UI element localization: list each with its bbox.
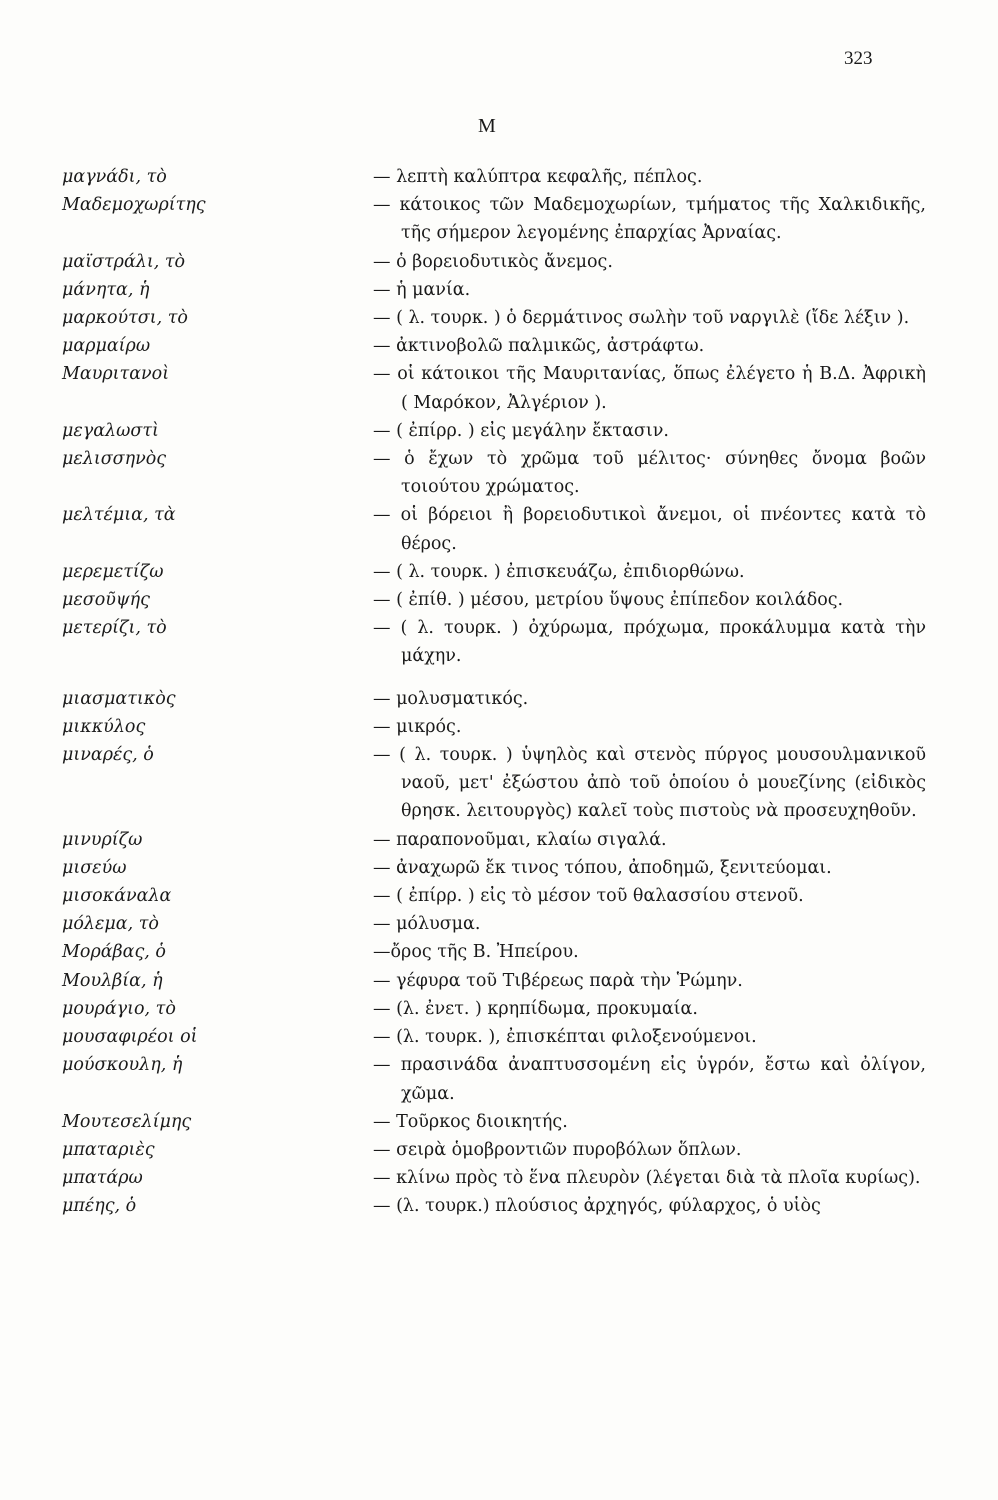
entry-term: Μαδεμοχωρίτης	[62, 195, 206, 216]
entry-definition: — ( ἐπίθ. ) μέσου, μετρίου ὕψους ἐπίπεδον κοιλάδος.	[373, 590, 844, 611]
entry-definition: — ( λ. τουρκ. ) ὑψηλὸς καὶ στενὸς πύργος μουσουλμανικοῦ ναοῦ, μετ' ἐξώστου ἀπὸ τοῦ ὁποίου ὁ μουεζίνης (εἰδικὸς θρησκ. λειτουργὸς) καλεῖ τοὺς πιστοὺς νὰ προσευχηθοῦν.	[373, 745, 926, 822]
entry-term: μεγαλωστὶ	[62, 420, 159, 441]
glossary-entry	[0, 586, 998, 614]
page-number: 323	[844, 48, 873, 69]
glossary-entry	[0, 163, 998, 191]
glossary-entry	[0, 191, 998, 247]
glossary-entry	[0, 304, 998, 332]
entry-definition: — μόλυσμα.	[373, 914, 481, 935]
entry-definition: — ( λ. τουρκ. ) ὀχύρωμα, πρόχωμα, προκάλυμμα κατὰ τὴν μάχην.	[373, 618, 926, 667]
entry-definition: — κλίνω πρὸς τὸ ἕνα πλευρὸν (λέγεται διὰ τὰ πλοῖα κυρίως).	[373, 1168, 921, 1189]
entry-definition: — λεπτὴ καλύπτρα κεφαλῆς, πέπλος.	[373, 167, 703, 187]
glossary-entry	[0, 558, 998, 586]
glossary-entry	[0, 445, 998, 501]
entry-term: μικκύλος	[62, 716, 146, 737]
glossary-entry	[0, 967, 998, 995]
glossary-entry	[0, 1023, 998, 1051]
letter-heading: Μ	[478, 115, 496, 137]
glossary-entries	[0, 163, 998, 1221]
glossary-entry	[0, 1136, 998, 1164]
entry-definition: — πρασινάδα ἀναπτυσσομένη εἰς ὑγρόν, ἔστω καὶ ὀλίγον, χῶμα.	[373, 1055, 926, 1104]
entry-definition: — Τοῦρκος διοικητής.	[373, 1111, 568, 1132]
entry-definition: — ὁ ἔχων τὸ χρῶμα τοῦ μέλιτος· σύνηθες ὄνομα βοῶν τοιούτου χρώματος.	[373, 449, 926, 498]
glossary-entry	[0, 248, 998, 276]
glossary-entry	[0, 1108, 998, 1136]
entry-term: Μουλβία, ἡ	[62, 970, 163, 991]
entry-term: μερεμετίζω	[62, 561, 164, 582]
entry-term: μισεύω	[62, 857, 127, 878]
entry-definition: — ὁ βορειοδυτικὸς ἄνεμος.	[373, 251, 613, 272]
entry-term: μελισσηνὸς	[62, 449, 167, 470]
glossary-entry	[0, 1192, 998, 1220]
entry-term: μουράγιο, τὸ	[62, 998, 176, 1019]
glossary-entry	[0, 685, 998, 713]
entry-definition: — (λ. τουρκ.) πλούσιος ἀρχηγός, φύλαρχος, ὁ υἱὸς	[373, 1196, 821, 1217]
entry-definition: — ( ἐπίρρ. ) εἰς τὸ μέσον τοῦ θαλασσίου στενοῦ.	[373, 886, 804, 907]
entry-term: μπέης, ὁ	[62, 1196, 137, 1217]
entry-definition: — μικρός.	[373, 716, 462, 737]
glossary-entry	[0, 826, 998, 854]
entry-term: μεσοῦψής	[62, 590, 150, 611]
entry-definition: — (λ. ἐνετ. ) κρηπίδωμα, προκυμαία.	[373, 998, 698, 1019]
entry-definition: — μολυσματικός.	[373, 688, 529, 709]
entry-term: μετερίζι, τὸ	[62, 618, 167, 639]
entry-definition: — κάτοικος τῶν Μαδεμοχωρίων, τμήματος τῆς Χαλκιδικῆς, τῆς σήμερον λεγομένης ἐπαρχίας Ἀρναίας.	[373, 195, 926, 244]
entry-definition: — οἱ κάτοικοι τῆς Μαυριτανίας, ὅπως ἐλέγετο ἡ Β.Δ. Ἀφρικὴ ( Μαρόκον, Ἀλγέριον ).	[373, 364, 926, 413]
entry-definition: — σειρὰ ὁμοβροντιῶν πυροβόλων ὅπλων.	[373, 1139, 742, 1160]
entry-definition: — ἡ μανία.	[373, 279, 471, 300]
entry-term: μινυρίζω	[62, 829, 143, 850]
entry-definition: — γέφυρα τοῦ Τιβέρεως παρὰ τὴν Ῥώμην.	[373, 970, 743, 991]
entry-definition: — ( λ. τουρκ. ) ὁ δερμάτινος σωλὴν τοῦ ναργιλὲ (ἴδε λέξιν ).	[373, 308, 910, 329]
glossary-entry	[0, 1051, 998, 1107]
glossary-entry	[0, 332, 998, 360]
entry-term: μπατάρω	[62, 1168, 143, 1189]
glossary-entry	[0, 854, 998, 882]
entry-term: μούσκουλη, ἡ	[62, 1055, 183, 1076]
entry-term: μπαταριὲς	[62, 1139, 155, 1160]
glossary-entry	[0, 882, 998, 910]
glossary-entry	[0, 417, 998, 445]
entry-definition: — ( λ. τουρκ. ) ἐπισκευάζω, ἐπιδιορθώνω.	[373, 561, 745, 582]
entry-term: μάνητα, ἡ	[62, 279, 150, 300]
glossary-entry	[0, 995, 998, 1023]
entry-definition: — παραπονοῦμαι, κλαίω σιγαλά.	[373, 829, 667, 850]
entry-term: μελτέμια, τὰ	[62, 505, 176, 526]
entry-definition: —ὄρος τῆς Β. Ἠπείρου.	[373, 942, 579, 963]
glossary-entry	[0, 501, 998, 557]
entry-term: μαρκούτσι, τὸ	[62, 308, 188, 329]
entry-definition: — (λ. τουρκ. ), ἐπισκέπται φιλοξενούμενοι.	[373, 1027, 757, 1048]
glossary-entry	[0, 713, 998, 741]
glossary-entry	[0, 910, 998, 938]
entry-definition: — ἀκτινοβολῶ παλμικῶς, ἀστράφτω.	[373, 336, 705, 357]
entry-term: μόλεμα, τὸ	[62, 914, 159, 935]
glossary-entry	[0, 741, 998, 826]
entry-term: Μαυριτανοὶ	[62, 364, 170, 385]
entry-term: μιναρές, ὁ	[62, 745, 154, 766]
entry-term: μαρμαίρω	[62, 336, 151, 357]
glossary-entry	[0, 938, 998, 966]
entry-definition: — ἀναχωρῶ ἔκ τινος τόπου, ἀποδημῶ, ξενιτεύομαι.	[373, 857, 832, 878]
entry-term: μαγνάδι, τὸ	[62, 167, 167, 187]
glossary-entry	[0, 360, 998, 416]
entry-definition: — ( ἐπίρρ. ) εἰς μεγάλην ἔκτασιν.	[373, 420, 669, 441]
entry-term: μουσαφιρέοι οἱ	[62, 1027, 198, 1048]
entry-term: μιασματικὸς	[62, 688, 176, 709]
entry-term: Μοράβας, ὁ	[62, 942, 166, 963]
glossary-entry	[0, 276, 998, 304]
entry-term: μαϊστράλι, τὸ	[62, 251, 186, 272]
entry-term: Μουτεσελίμης	[62, 1111, 192, 1132]
entry-definition: — οἱ βόρειοι ἢ βορειοδυτικοὶ ἄνεμοι, οἱ πνέοντες κατὰ τὸ θέρος.	[373, 505, 926, 554]
glossary-entry	[0, 1164, 998, 1192]
glossary-entry	[0, 614, 998, 670]
entry-term: μισοκάναλα	[62, 886, 172, 907]
